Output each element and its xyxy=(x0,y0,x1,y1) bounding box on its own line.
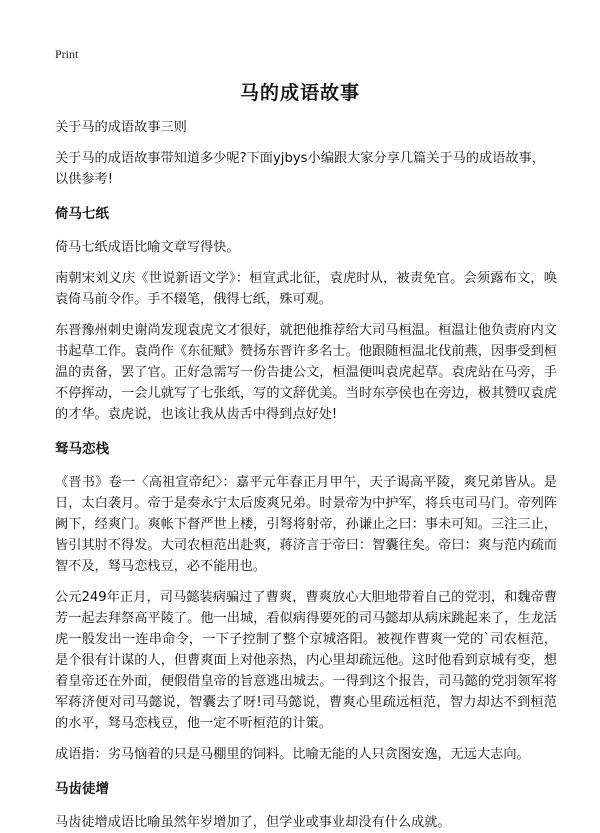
section-heading: 马齿徒增 xyxy=(55,781,109,797)
paragraph: 马齿徒增成语比喻虽然年岁增加了，但学业或事业却没有什么成就。 xyxy=(55,815,451,830)
paragraph: 公元249年正月，司马懿装病骗过了曹爽，曹爽放心大胆地带着自己的党羽，和魏帝曹芳一起去拜祭高平陵了。他一出城，看似病得要死的司马懿却从病床跳起来了，生龙活虎一般发出一连串命令，一下子控制了整个京城洛阳。被视作曹爽一党的`司农桓范，是个很有计谋的人，但曹爽面上对他亲热，内心里却疏远他。这时他看到京城有变，想着皇帝还在外面，便假借皇帝的旨意逃出城去。一得到这个报告，司马懿的党羽领军将军蒋济便对司马懿说，智囊去了呀!司马懿说，曹爽心里疏远桓范，智力却达不到桓范的水平，驽马恋栈豆，他一定不听桓范的计策。 xyxy=(55,590,557,731)
paragraph: 东晋豫州刺史谢尚发现袁虎文才很好，就把他推荐给大司马桓温。桓温让他负责府内文书起草工作。袁尚作《东征赋》赞扬东晋许多名士。他跟随桓温北伐前燕，因事受到桓温的责备，罢了官。正好急需写一份告捷公文，桓温便叫袁虎起草。袁虎站在马旁，手不停挥动，一会儿就写了七张纸，写的文辞优美。当时东亭侯也在旁边，极其赞叹袁虎的才华。袁虎说，也该让我从齿舌中得到点好处! xyxy=(55,323,557,422)
print-link[interactable]: Print xyxy=(55,47,79,61)
section-heading: 倚马七纸 xyxy=(55,206,109,222)
paragraph: 南朝宋刘义庆《世说新语文学》：桓宣武北征，袁虎时从，被责免官。会须露布文，唤袁倚马前令作。手不辍笔，俄得七纸，殊可观。 xyxy=(55,271,557,307)
article-body xyxy=(55,117,557,833)
page-title: 马的成语故事 xyxy=(239,82,360,104)
paragraph: 倚马七纸成语比喻文章写得快。 xyxy=(55,240,240,255)
paragraph: 成语指：劣马恼着的只是马棚里的饲料。比喻无能的人只贪图安逸，无远大志向。 xyxy=(55,747,530,762)
intro-paragraph: 关于马的成语故事带知道多少呢?下面yjbys小编跟大家分享几篇关于马的成语故事，以供参考! xyxy=(55,151,545,187)
paragraph: 《晋书》卷一〈高祖宣帝纪〉：嘉平元年春正月甲午，天子谒高平陵，爽兄弟皆从。是日，太白袭月。帝于是奏永宁太后废爽兄弟。时景帝为中护军，将兵屯司马门。帝列阵阙下，经爽门。爽帐下督严世上楼，引弩将射帝，孙谦止之曰：事未可知。三注三止，皆引其肘不得发。大司农桓范出赴爽，蒋济言于帝曰：智囊往矣。帝曰：爽与范内疏而智不及，驽马恋栈豆，必不能用也。 xyxy=(55,475,557,574)
section-heading: 驽马恋栈 xyxy=(55,441,109,457)
subtitle: 关于马的成语故事三则 xyxy=(55,120,187,135)
